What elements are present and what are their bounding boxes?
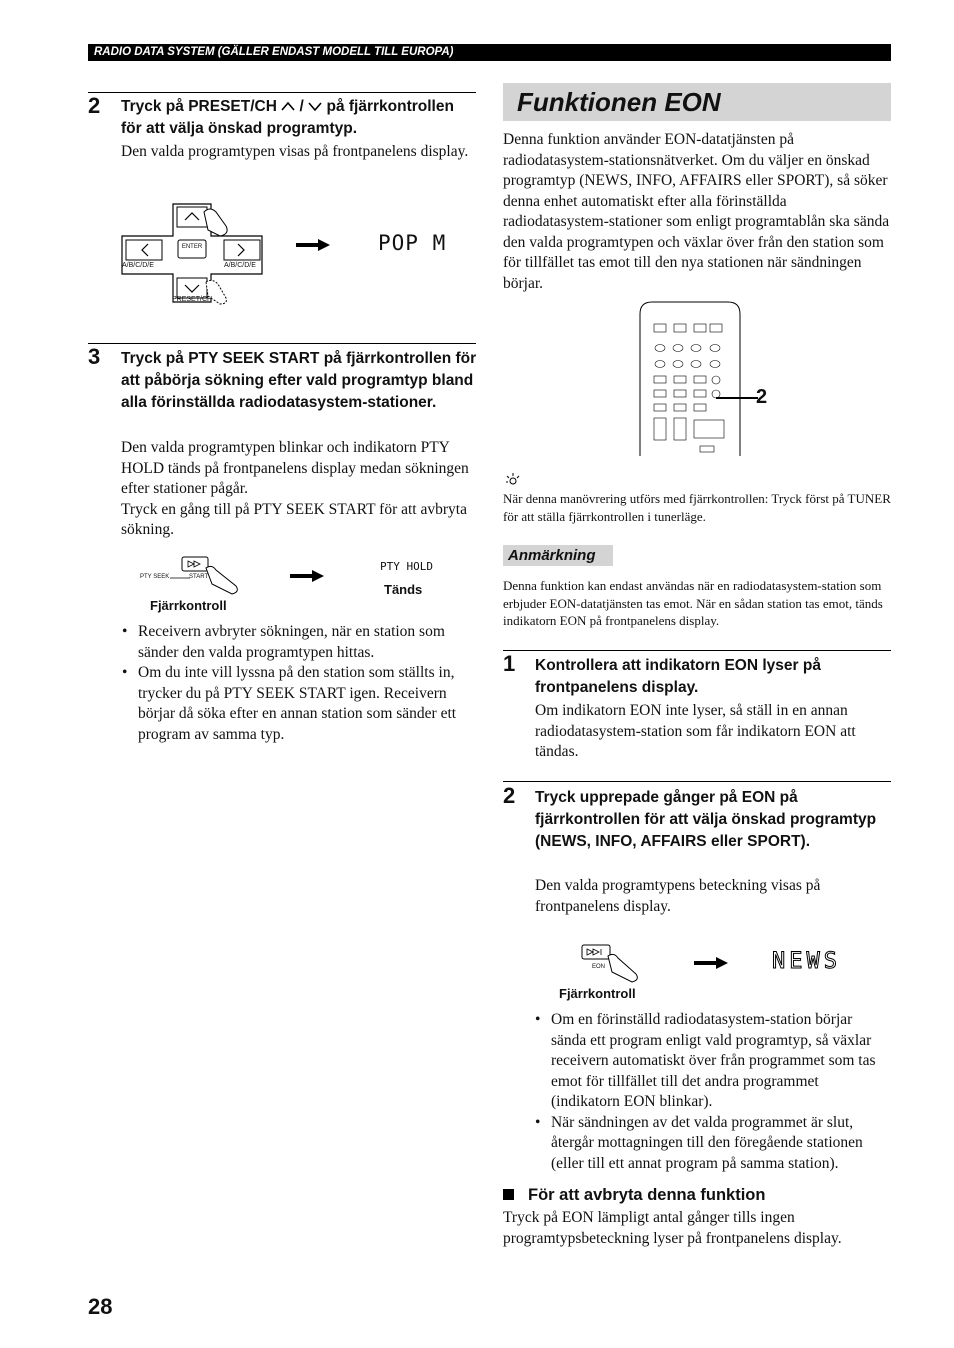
cursor-pad-diagram bbox=[120, 202, 480, 310]
square-bullet-icon bbox=[503, 1189, 514, 1200]
step3-number: 3 bbox=[88, 344, 101, 369]
page-number: 28 bbox=[88, 1294, 113, 1319]
r-step2-heading: Tryck upprepade gånger på EON på fjärrkontrollen för att välja önskad programtyp (NEWS, INFO, AFFAIRS eller SPORT). bbox=[535, 789, 877, 850]
r-step2-number: 2 bbox=[503, 783, 516, 808]
step2-heading-part1: Tryck på PRESET/CH bbox=[121, 98, 277, 115]
list-item: • Receivern avbryter sökningen, när en station som sänder den valda programtypen hittas. bbox=[120, 622, 480, 663]
list-item: • Om en förinställd radiodatasystem-station börjar sända ett program enligt vald programtyp, så växlar receivern automatiskt över från programmet som tas emot för tillfället till det andra programmet (indikatorn EON blinkar). bbox=[533, 1010, 891, 1113]
intro-text: Denna funktion använder EON-datatjänsten på radiodatasystem-stationsnätverket. Om du väljer en önskad programtyp (NEWS, INFO, AFFAIRS eller SPORT), så söker denna enhet automatiskt efter alla förinställda radiodatasystem-stationer som enligt programtablån ska sända den valda programtypen och växlar över från den station som för tillfället tas emot till den nya stationen när sändningen börjar. bbox=[503, 131, 890, 292]
section-header: RADIO DATA SYSTEM (GÄLLER ENDAST MODELL TILL EUROPA) bbox=[88, 44, 891, 61]
title-box bbox=[503, 83, 891, 121]
step3-rule bbox=[88, 343, 476, 344]
step3-body bbox=[121, 438, 481, 541]
cancel-heading-text: För att avbryta denna funktion bbox=[528, 1186, 766, 1204]
eon-diagram bbox=[556, 942, 886, 1004]
r-step1-number: 1 bbox=[503, 651, 516, 676]
pad-left-label: A/B/C/D/E bbox=[122, 262, 154, 269]
chevron-down-icon bbox=[308, 101, 322, 111]
pad-right-label: A/B/C/D/E bbox=[224, 262, 256, 269]
r-step1-body: Om indikatorn EON inte lyser, så ställ in en annan radiodatasystem-station som får indikatorn EON att tändas. bbox=[535, 702, 856, 760]
arrow-right-icon bbox=[694, 956, 728, 970]
list-item: • När sändningen av det valda programmet är slut, återgår mottagningen till den föregående stationen (eller till ett annat program på samma station). bbox=[533, 1113, 891, 1175]
cancel-body: Tryck på EON lämpligt antal gånger tills ingen programtypsbeteckning lyser på frontpanelens display. bbox=[503, 1209, 842, 1247]
step2-number: 2 bbox=[88, 93, 101, 118]
pty-seek-label: PTY SEEK bbox=[140, 574, 170, 580]
step3-heading: Tryck på PTY SEEK START på fjärrkontrollen för att påbörja sökning efter vald programtyp bland alla förinställda radiodatasystem-stationer. bbox=[121, 350, 477, 411]
pty-seek-diagram bbox=[138, 554, 478, 616]
cursor-pad-illustration bbox=[120, 202, 270, 310]
arrow-right-icon bbox=[296, 238, 330, 252]
remote-control-illustration bbox=[638, 300, 742, 456]
r-step2-rule bbox=[503, 781, 891, 782]
display-pop-m: POP M bbox=[378, 231, 447, 255]
chevron-up-icon bbox=[281, 101, 295, 111]
remote-callout-number: 2 bbox=[756, 386, 768, 408]
page-title: Funktionen EON bbox=[517, 87, 721, 117]
list-item: • Om du inte vill lyssna på den station som ställts in, trycker du på PTY SEEK START igen. Receivern börjar då söka efter en annan station som sänder ett program av samma typ. bbox=[120, 663, 480, 745]
remote-caption-2: Fjärrkontroll bbox=[559, 986, 636, 1001]
start-label: START bbox=[189, 574, 209, 580]
eon-label: EON bbox=[592, 964, 606, 970]
r-step2-body: Den valda programtypens beteckning visas på frontpanelens display. bbox=[535, 877, 821, 915]
r-step2-bullet-list bbox=[533, 1010, 891, 1174]
r-step1-rule bbox=[503, 650, 891, 651]
step2-body: Den valda programtypen visas på frontpanelens display. bbox=[121, 143, 469, 160]
enter-button-label: ENTER bbox=[181, 244, 203, 250]
pad-bottom-label: PRESET/CH bbox=[172, 296, 213, 303]
remote-control-diagram bbox=[638, 300, 778, 456]
display-news: NEWS bbox=[772, 949, 841, 974]
pty-hold-indicator: PTY HOLD bbox=[380, 560, 433, 573]
arrow-right-icon bbox=[290, 569, 324, 583]
step3-body-2: Tryck en gång till på PTY SEEK START för att avbryta sökning. bbox=[121, 500, 467, 538]
step2-rule bbox=[88, 92, 476, 93]
eon-button-illustration bbox=[556, 942, 646, 984]
step2-heading-sep: / bbox=[299, 98, 304, 115]
step2-heading-part2: på fjärrkontrollen bbox=[326, 98, 454, 115]
lightbulb-icon bbox=[505, 472, 521, 488]
remote-caption-1: Fjärrkontroll bbox=[150, 598, 227, 613]
r-step1-heading: Kontrollera att indikatorn EON lyser på frontpanelens display. bbox=[535, 657, 821, 696]
tip-text: När denna manövrering utförs med fjärrkontrollen: Tryck först på TUNER för att ställa fjärrkontrollen i tunerläge. bbox=[503, 491, 891, 524]
tands-caption: Tänds bbox=[384, 582, 423, 597]
cancel-heading bbox=[503, 1186, 765, 1205]
step3-body-1: Den valda programtypen blinkar och indikatorn PTY HOLD tänds på frontpanelens display medan sökningen efter stationer pågår. bbox=[121, 439, 469, 497]
step2-heading bbox=[121, 96, 481, 140]
step3-bullet-list bbox=[120, 622, 480, 745]
note-text: Denna funktion kan endast användas när en radiodatasystem-station som erbjuder EON-datatjänsten tas emot. När en sådan station tas emot, tänds indikatorn EON på frontpanelens display. bbox=[503, 578, 883, 628]
note-label: Anmärkning bbox=[503, 545, 613, 566]
step2-heading-line2: för att välja önskad programtyp. bbox=[121, 120, 357, 137]
